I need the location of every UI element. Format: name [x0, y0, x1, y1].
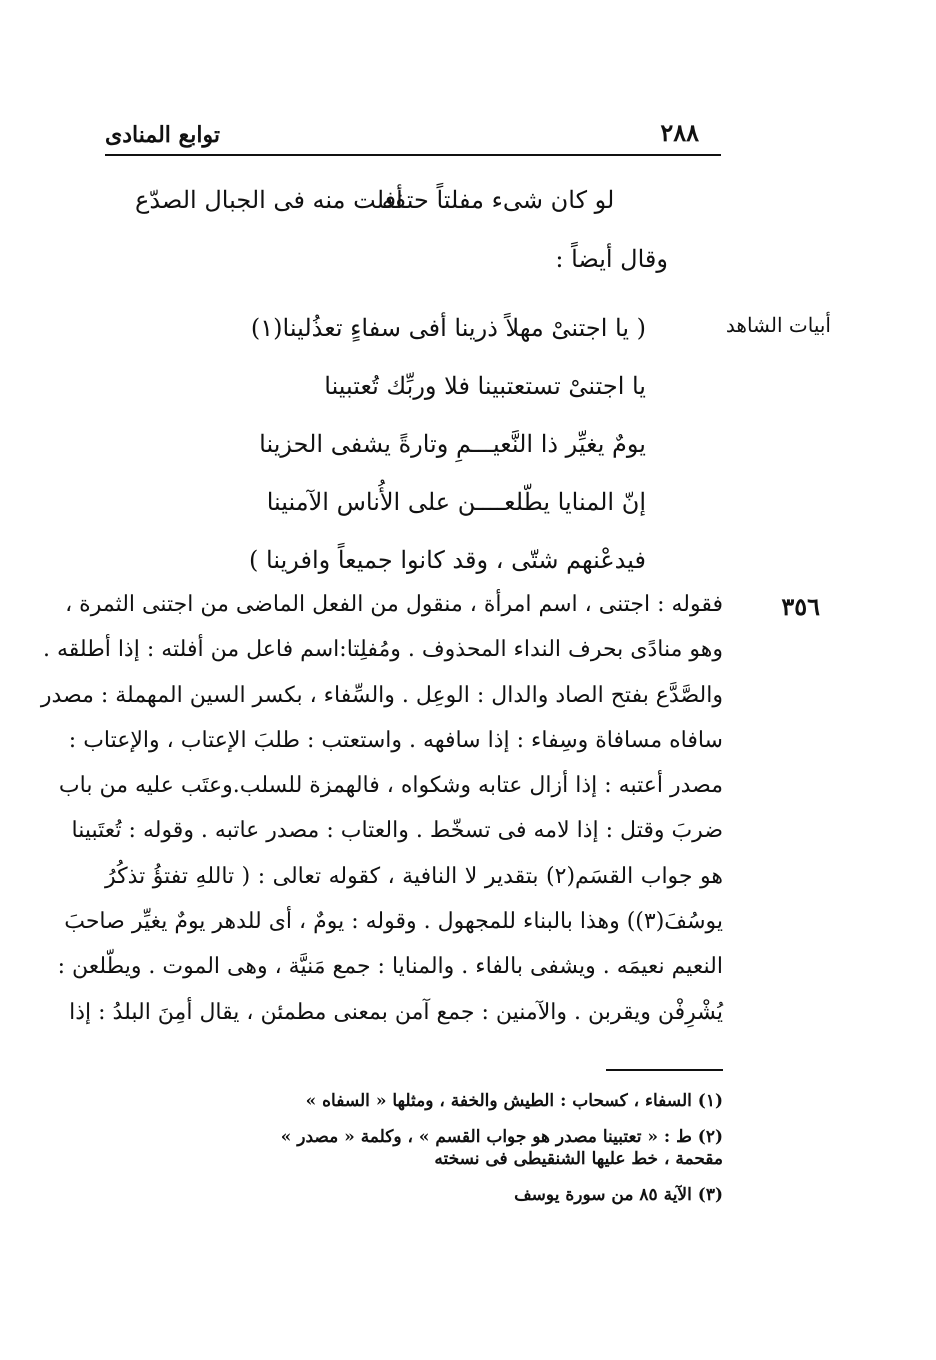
poem-line: إنّ المنايا يطّلعــــن على الأُناس الآمنينا	[266, 488, 646, 516]
page-header	[105, 118, 721, 154]
commentary-line: هو جواب القسَم(٢) بتقدير لا النافية ، كقوله تعالى : ( تاللهِ تفتؤُ تذكُرُ	[105, 863, 723, 889]
footnote-2: (٢) ط : « تعتبينا مصدر هو جواب القسم » ، وكلمة « مصدر »	[280, 1127, 723, 1147]
footnote-3: (٣) الآية ٨٥ من سورة يوسف	[514, 1185, 723, 1205]
poem-line: يومٌ يغيِّر ذا النَّعيـــمِ وتارةً يشفى الحزينا	[259, 430, 646, 458]
commentary-line: فقوله : اجتنى ، اسم امرأة ، منقول من الفعل الماضى من اجتنى الثمرة ،	[65, 592, 723, 617]
entry-number: ٣٥٦	[781, 592, 820, 621]
footnotes	[105, 1090, 723, 1206]
shahid-poem	[180, 308, 646, 598]
first-hemistich: لو كان شىء مفلتاً حتفه	[381, 186, 615, 214]
header-rule	[105, 154, 721, 156]
commentary-line: يوسُفَ(٣)) وهذا بالبناء للمجهول . وقوله : يومٌ ، أى للدهر يومٌ يغيِّر صاحبَ	[64, 909, 723, 935]
shahid-margin-label: أبيات الشاهد	[725, 313, 831, 337]
opening-verse-second	[135, 186, 403, 214]
running-title: توابع المنادى	[105, 122, 220, 148]
commentary-line: سافاه مسافاة وسِفاء : إذا سافهه . واستعتب : طلبَ الإعتاب ، والإعتاب :	[68, 727, 723, 753]
commentary-line: والصَّدَّع بفتح الصاد والدال : الوعِل . والسِّفاء ، بكسر السين المهملة : مصدر	[40, 682, 723, 708]
poem-line: يا اجتنىْ تستعتبينا فلا وربِّك تُعتبينا	[324, 372, 646, 400]
footnote-2-continued: مقحمة ، خط عليها الشنقيطى فى نسخته	[434, 1149, 723, 1169]
footnote-rule	[606, 1069, 723, 1071]
poem-line: ( يا اجتنىْ مهلاً ذرينا أفى سفاءٍ تعذُلينا(١)	[250, 314, 646, 342]
footnote-1: (١) السفاء ، كسحاب : الطيش والخفة ، ومثلها « السفاه »	[305, 1091, 723, 1111]
said-also-line: وقال أيضاً :	[555, 245, 668, 273]
commentary-line: يُشْرِفْن ويقربن . والآمنين : جمع آمن بمعنى مطمئن ، يقال أمِنَ البلدُ : إذا	[69, 999, 723, 1025]
commentary-line: وهو منادًى بحرف النداء المحذوف . ومُفلِتا:اسم فاعل من أفلته : إذا أطلقه .	[43, 637, 723, 663]
commentary-line: النعيم نعيمَه . ويشفى بالفاء . والمنايا : جمع مَنيَّة ، وهى الموت . ويطّلعن :	[57, 954, 723, 980]
poem-line: فيدعْنهم شتّى ، وقد كانوا جميعاً وافرينا )	[249, 546, 646, 574]
commentary-line: مصدر أعتبه : إذا أزال عتابه وشكواه ، فالهمزة للسلب.وعتَب عليه من باب	[58, 773, 723, 799]
commentary-line: ضربَ وقتل : إذا لامه فى تسخّط . والعتاب : مصدر عاتبه . وقوله : تُعتَبينا	[71, 818, 723, 844]
second-hemistich: أفلت منه فى الجبال الصدّع	[135, 186, 403, 214]
opening-verse	[382, 186, 678, 214]
page-number: ٢٨٨	[660, 118, 699, 147]
commentary-body	[40, 585, 723, 1038]
